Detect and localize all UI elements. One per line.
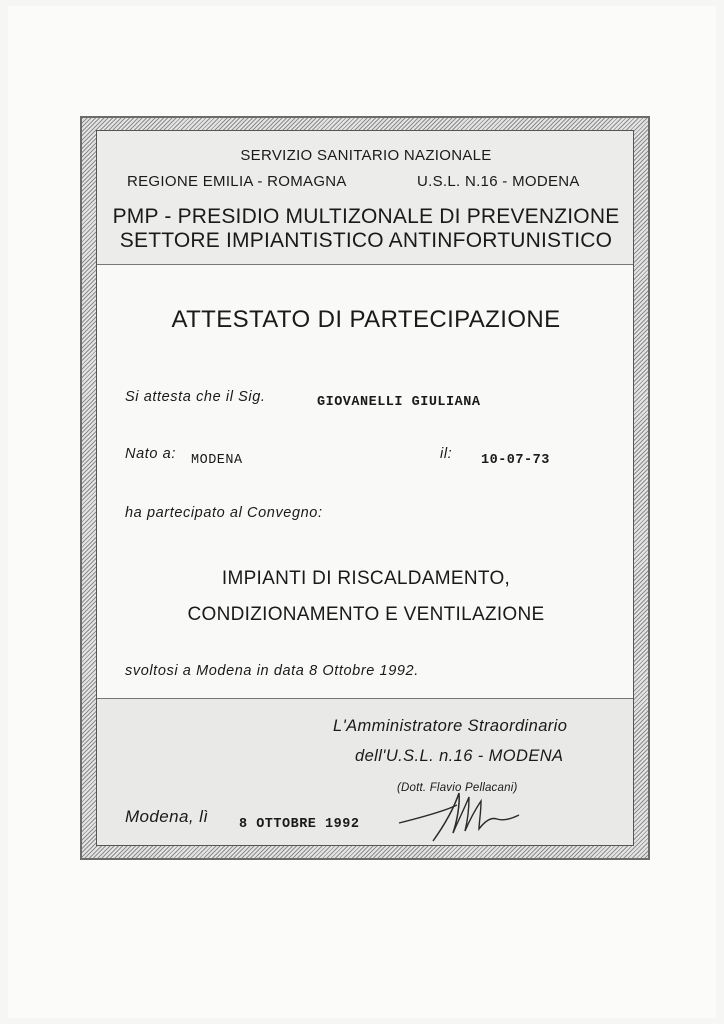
national-health-service-heading: SERVIZIO SANITARIO NAZIONALE <box>240 147 492 164</box>
convention-title-line2: CONDIZIONAMENTO E VENTILAZIONE <box>187 604 545 625</box>
region-label: REGIONE EMILIA - ROMAGNA <box>127 173 347 190</box>
certificate-panel <box>96 130 634 846</box>
handwritten-signature <box>393 781 533 847</box>
place-label: Modena, lì <box>125 807 209 826</box>
signatory-name: (Dott. Flavio Pellacani) <box>397 782 518 794</box>
issue-date: 8 OTTOBRE 1992 <box>239 817 360 832</box>
pmp-heading: PMP - PRESIDIO MULTIZONALE DI PREVENZIONE <box>112 205 620 228</box>
birth-date: 10-07-73 <box>481 453 550 468</box>
certificate-title: ATTESTATO DI PARTECIPAZIONE <box>171 306 561 333</box>
born-place: MODENA <box>191 453 243 468</box>
birth-date-label: il: <box>440 446 453 462</box>
attesta-label: Si attesta che il Sig. <box>125 389 266 405</box>
born-label: Nato a: <box>125 446 176 462</box>
participant-name: GIOVANELLI GIULIANA <box>317 395 481 410</box>
administrator-office: dell'U.S.L. n.16 - MODENA <box>355 747 564 765</box>
held-statement: svoltosi a Modena in data 8 Ottobre 1992. <box>125 663 419 679</box>
sector-heading: SETTORE IMPIANTISTICO ANTINFORTUNISTICO <box>119 229 613 252</box>
usl-label: U.S.L. N.16 - MODENA <box>417 173 580 190</box>
participated-label: ha partecipato al Convegno: <box>125 505 323 521</box>
administrator-title: L'Amministratore Straordinario <box>333 717 568 735</box>
convention-title-line1: IMPIANTI DI RISCALDAMENTO, <box>221 568 511 589</box>
